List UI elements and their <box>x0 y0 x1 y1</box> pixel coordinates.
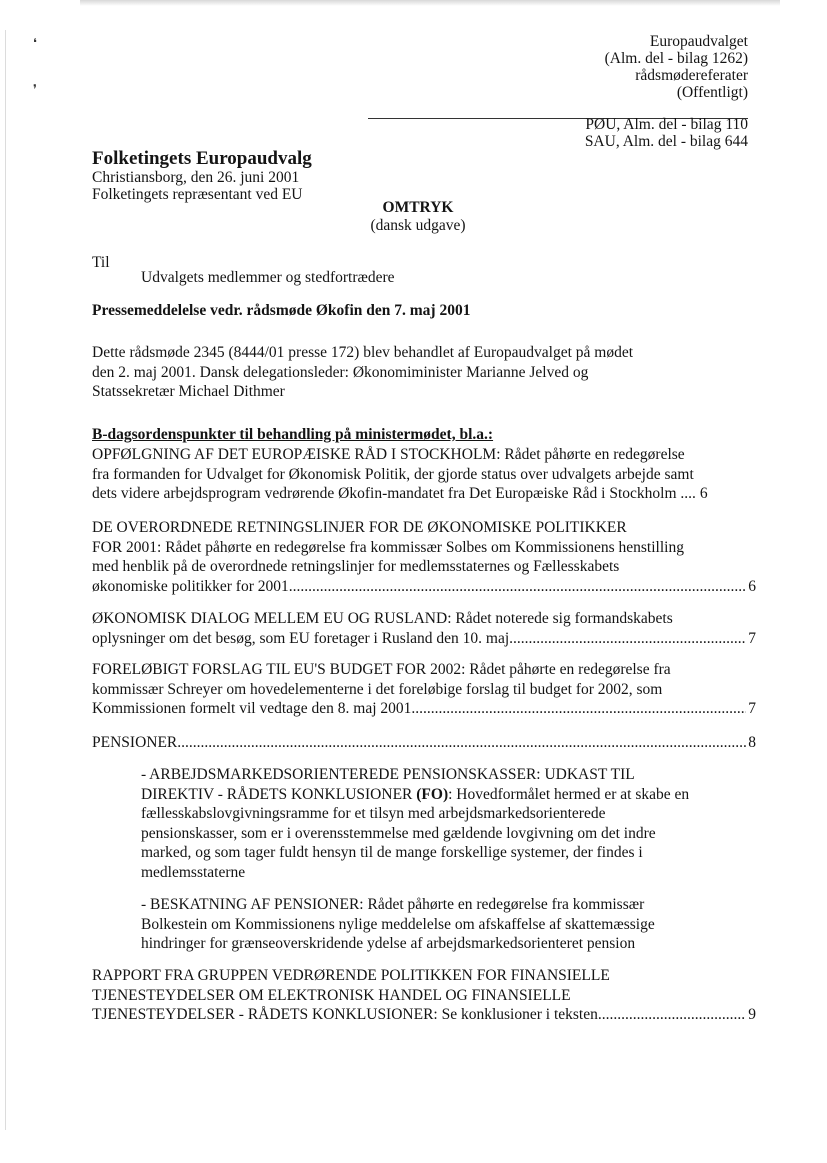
scan-mark: ❜ <box>33 82 37 96</box>
intro-paragraph <box>92 343 633 402</box>
sender-line: Christiansborg, den 26. juni 2001 <box>92 169 300 186</box>
entry-last-line <box>92 733 756 753</box>
header-line: (Alm. del - bilag 1262) <box>604 50 748 67</box>
entry-text: PENSIONER <box>92 734 178 751</box>
sub-line: hindringer for grænseoverskridende ydelse af arbejdsmarkedsorienteret pension <box>141 935 636 952</box>
leader-dots <box>177 733 746 753</box>
reprint-block <box>318 199 518 235</box>
entry-line: RAPPORT FRA GRUPPEN VEDRØRENDE POLITIKKEN FOR FINANSIELLE <box>92 967 610 984</box>
section-heading: B-dagsordenspunkter til behandling på ministermødet, bl.a.: <box>92 426 494 443</box>
leader-dots <box>289 577 747 597</box>
sub-text: DIREKTIV - RÅDETS KONKLUSIONER <box>141 785 413 803</box>
header-right <box>605 33 748 101</box>
page-number: 8 <box>748 734 756 751</box>
entry-line: kommissær Schreyer om hovedelementerne i det foreløbige forslag til budget for 2002, som <box>92 680 663 698</box>
page-number: 9 <box>748 1006 756 1023</box>
header-line: rådsmødereferater <box>635 67 748 84</box>
intro-line: Statssekretær Michael Dithmer <box>92 383 285 400</box>
sender-block <box>92 148 312 203</box>
entry-last-line <box>92 1005 756 1025</box>
entry-line: FORELØBIGT FORSLAG TIL EU'S BUDGET FOR 2002: Rådet påhørte en redegørelse fra <box>92 661 671 678</box>
ref-line: PØU, Alm. del - bilag 110 <box>585 116 748 133</box>
entry-last-line <box>92 484 756 504</box>
intro-line: Dette rådsmøde 2345 (8444/01 presse 172) blev behandlet af Europaudvalget på mødet <box>92 344 634 361</box>
scan-artifact <box>5 30 6 1130</box>
intro-line: den 2. maj 2001. Dansk delegationsleder: Økonomiminister Marianne Jelved og <box>92 363 589 381</box>
ref-line: SAU, Alm. del - bilag 644 <box>584 133 748 150</box>
entry-line: TJENESTEYDELSER OM ELEKTRONISK HANDEL OG FINANSIELLE <box>92 986 571 1004</box>
entry-last-line <box>92 577 756 597</box>
sub-entry <box>141 765 761 882</box>
scan-mark: ❛ <box>33 36 37 50</box>
leader-dots <box>509 629 746 649</box>
sub-line: pensionskasser, som er i overensstemmelse med gældende lovgivning om det indre <box>141 824 656 842</box>
entry-last-line <box>92 699 756 719</box>
sender-line: Folketingets repræsentant ved EU <box>92 185 303 203</box>
agenda-entry <box>92 609 756 648</box>
recipient-name: Udvalgets medlemmer og stedfortrædere <box>141 269 395 286</box>
page-number: 7 <box>748 629 756 647</box>
header-line: (Offentligt) <box>676 84 748 101</box>
leader-dots <box>411 699 746 719</box>
header-refs <box>585 116 748 150</box>
leader-dots <box>598 1005 746 1025</box>
entry-text: økonomiske politikker for 2001 <box>92 577 289 595</box>
reprint-subtitle: (dansk udgave) <box>370 217 466 234</box>
agenda-entry <box>92 733 756 753</box>
agenda-entry <box>92 518 756 596</box>
sub-text: : Hovedformålet hermed er at skabe en <box>448 785 690 803</box>
entry-line: fra formanden for Udvalget for Økonomisk Politik, der gjorde status over udvalgets arbejde samt <box>92 465 694 483</box>
header-line: Europaudvalget <box>649 33 748 50</box>
agenda-entry <box>92 966 756 1025</box>
entry-line: FOR 2001: Rådet påhørte en redegørelse fra kommissær Solbes om Kommissionens henstilling <box>92 538 684 556</box>
agenda-entry <box>92 660 756 719</box>
bold-marker: (FO) <box>416 785 449 803</box>
entry-line: ØKONOMISK DIALOG MELLEM EU OG RUSLAND: Rådet noterede sig formandskabets <box>92 610 673 627</box>
sub-line: fællesskabslovgivningsramme for et tilsyn med arbejdsmarkedsorienterede <box>141 805 606 822</box>
scan-artifact <box>80 0 780 6</box>
entry-line: OPFØLGNING AF DET EUROPÆISKE RÅD I STOCKHOLM: Rådet påhørte en redegørelse <box>92 446 685 463</box>
entry-last-line <box>92 629 756 649</box>
page-number: 6 <box>699 485 708 502</box>
recipient-label: Til <box>92 254 110 271</box>
entry-line: DE OVERORDNEDE RETNINGSLINJER FOR DE ØKONOMISKE POLITIKKER <box>92 519 627 536</box>
sub-line: medlemsstaterne <box>141 863 246 881</box>
subject-line: Pressemeddelelse vedr. rådsmøde Økofin den 7. maj 2001 <box>92 302 471 319</box>
sender-title: Folketingets Europaudvalg <box>92 148 312 169</box>
entry-text: dets videre arbejdsprogram vedrørende Økofin-mandatet fra Det Europæiske Råd i Stockholm .... <box>92 485 696 502</box>
sub-line: marked, og som tager fuldt hensyn til de mange forskellige systemer, der findes i <box>141 844 643 861</box>
entry-line: med henblik på de overordnede retningslinjer for medlemsstaternes og Fællesskabets <box>92 558 620 575</box>
sub-line: - BESKATNING AF PENSIONER: Rådet påhørte en redegørelse fra kommissær <box>141 896 645 913</box>
sub-line: Bolkestein om Kommissionens nylige meddelelse om afskaffelse af skattemæssige <box>141 915 655 933</box>
sub-line <box>141 785 761 805</box>
reprint-title: OMTRYK <box>382 199 454 216</box>
entry-text: TJENESTEYDELSER - RÅDETS KONKLUSIONER: Se konklusioner i teksten <box>92 1006 598 1023</box>
sub-entry <box>141 895 761 954</box>
entry-text: oplysninger om det besøg, som EU foretager i Rusland den 10. maj <box>92 629 510 647</box>
sub-line: - ARBEJDSMARKEDSORIENTEREDE PENSIONSKASSER: UDKAST TIL <box>141 766 635 783</box>
page-number: 6 <box>748 577 756 595</box>
entry-text: Kommissionen formelt vil vedtage den 8. maj 2001 <box>92 700 412 717</box>
agenda-entry <box>92 445 756 504</box>
page-number: 7 <box>748 700 756 717</box>
